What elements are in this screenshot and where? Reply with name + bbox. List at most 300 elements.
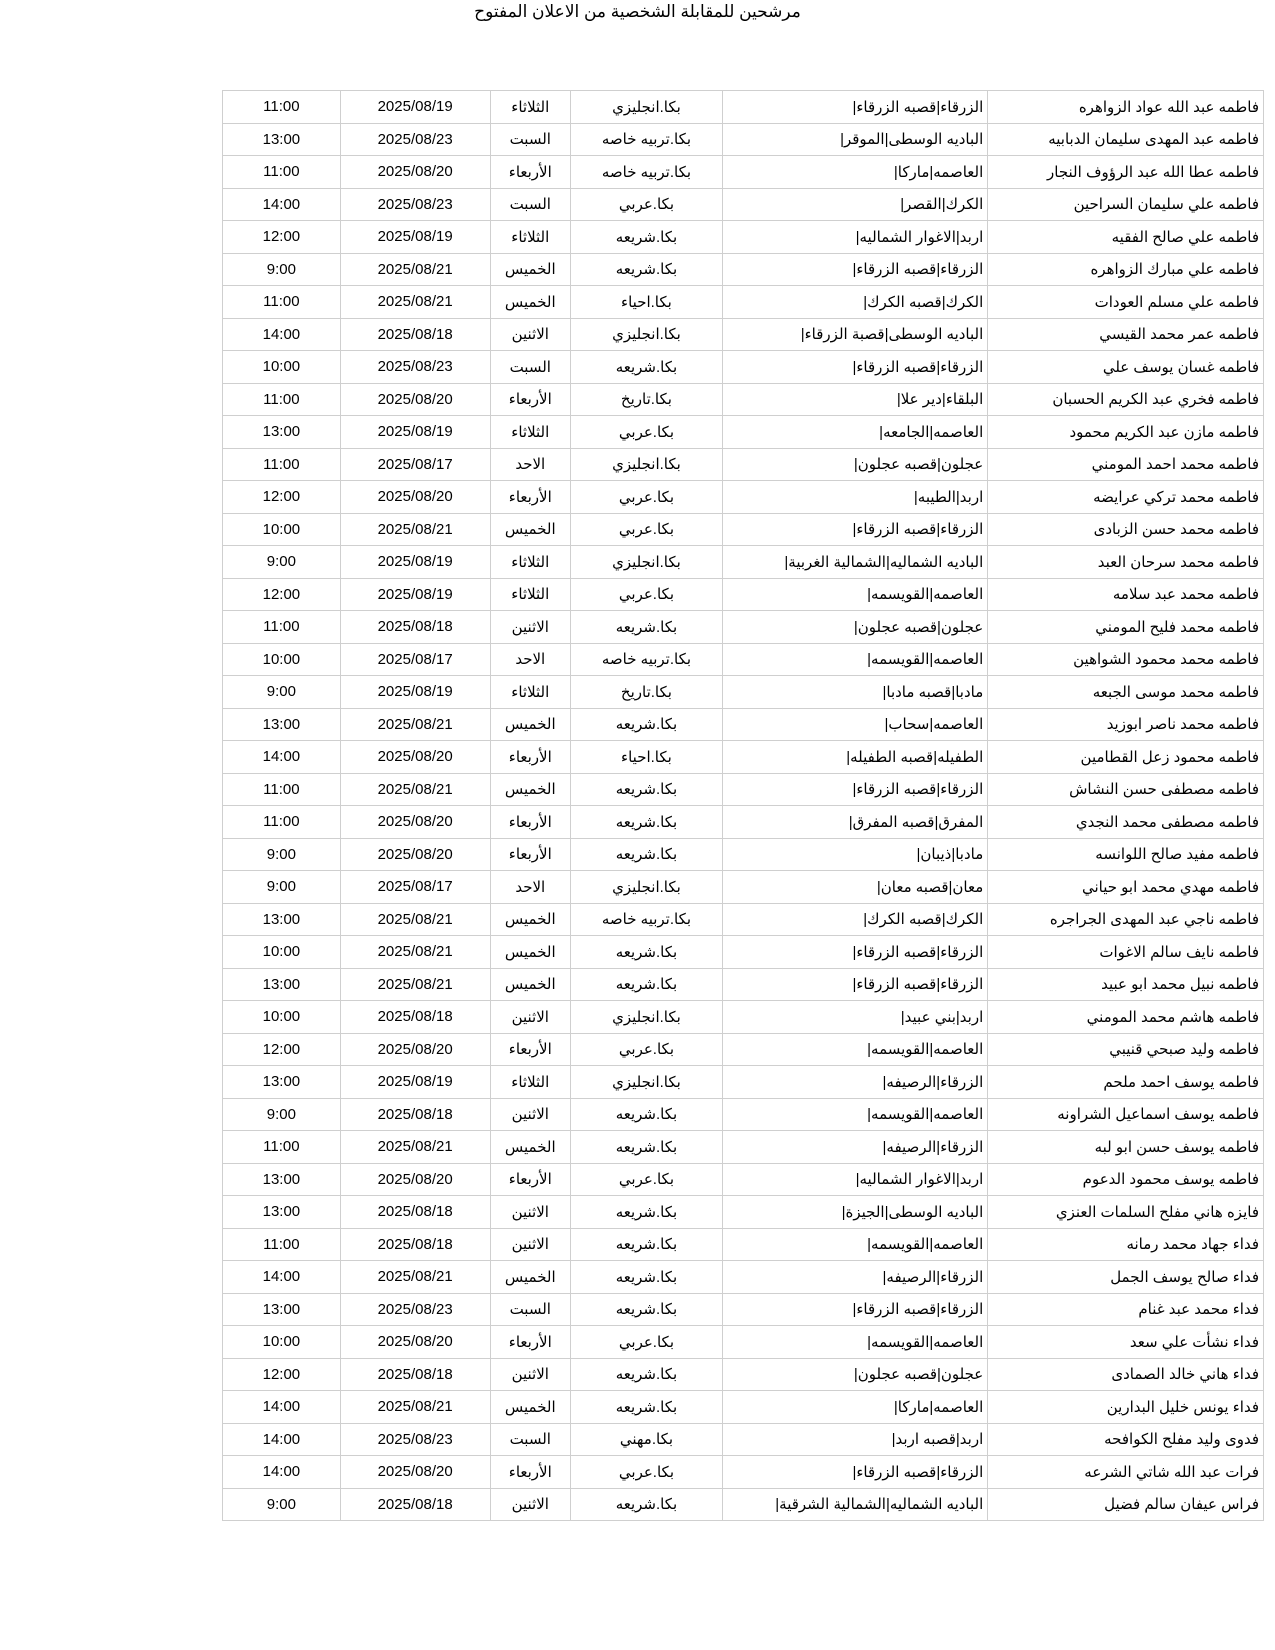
candidate-specialty: بكا.انجليزي bbox=[571, 871, 723, 904]
interview-time: 11:00 bbox=[223, 611, 341, 644]
table-row bbox=[223, 578, 1264, 611]
candidate-specialty: بكا.انجليزي bbox=[571, 546, 723, 579]
candidate-location: الزرقاء|الرصيفه| bbox=[722, 1066, 987, 1099]
interview-time: 10:00 bbox=[223, 513, 341, 546]
interview-date: 2025/08/17 bbox=[340, 448, 490, 481]
interview-day: الاثنين bbox=[490, 1098, 571, 1131]
interview-day: الأربعاء bbox=[490, 383, 571, 416]
table-row bbox=[223, 123, 1264, 156]
interview-time: 9:00 bbox=[223, 1488, 341, 1521]
interview-day: الخميس bbox=[490, 253, 571, 286]
interview-time: 14:00 bbox=[223, 741, 341, 774]
candidate-name: فاطمه هاشم محمد المومني bbox=[988, 1001, 1264, 1034]
candidate-name: فاطمه وليد صبحي قنيبي bbox=[988, 1033, 1264, 1066]
candidate-location: معان|قصبه معان| bbox=[722, 871, 987, 904]
candidate-name: فاطمه علي سليمان السراحين bbox=[988, 188, 1264, 221]
interview-date: 2025/08/21 bbox=[340, 903, 490, 936]
candidate-name: فاطمه يوسف احمد ملحم bbox=[988, 1066, 1264, 1099]
interview-date: 2025/08/23 bbox=[340, 1423, 490, 1456]
interview-date: 2025/08/19 bbox=[340, 1066, 490, 1099]
candidate-location: العاصمه|القويسمه| bbox=[722, 1098, 987, 1131]
table-row bbox=[223, 1066, 1264, 1099]
table-row bbox=[223, 1001, 1264, 1034]
candidate-location: الزرقاء|قصبه الزرقاء| bbox=[722, 1456, 987, 1489]
interview-date: 2025/08/23 bbox=[340, 123, 490, 156]
candidate-specialty: بكا.شريعه bbox=[571, 1098, 723, 1131]
table-row bbox=[223, 221, 1264, 254]
interview-date: 2025/08/21 bbox=[340, 773, 490, 806]
candidate-location: الزرقاء|قصبه الزرقاء| bbox=[722, 968, 987, 1001]
candidate-name: فاطمه عبد الله عواد الزواهره bbox=[988, 91, 1264, 124]
interview-date: 2025/08/19 bbox=[340, 578, 490, 611]
interview-date: 2025/08/17 bbox=[340, 871, 490, 904]
table-row bbox=[223, 611, 1264, 644]
candidate-location: الزرقاء|قصبه الزرقاء| bbox=[722, 253, 987, 286]
interview-date: 2025/08/19 bbox=[340, 416, 490, 449]
candidate-location: الزرقاء|قصبه الزرقاء| bbox=[722, 1293, 987, 1326]
interview-day: الخميس bbox=[490, 286, 571, 319]
table-row bbox=[223, 1391, 1264, 1424]
interview-date: 2025/08/18 bbox=[340, 1488, 490, 1521]
interview-day: الاثنين bbox=[490, 1001, 571, 1034]
candidate-name: فراس عيفان سالم فضيل bbox=[988, 1488, 1264, 1521]
interview-date: 2025/08/18 bbox=[340, 1196, 490, 1229]
candidate-name: فداء جهاد محمد رمانه bbox=[988, 1228, 1264, 1261]
table-row bbox=[223, 1196, 1264, 1229]
candidate-location: العاصمه|القويسمه| bbox=[722, 643, 987, 676]
candidate-location: مادبا|ذيبان| bbox=[722, 838, 987, 871]
candidate-location: الباديه الشماليه|الشمالية الشرقية| bbox=[722, 1488, 987, 1521]
candidate-specialty: بكا.تربيه خاصه bbox=[571, 643, 723, 676]
candidate-specialty: بكا.عربي bbox=[571, 513, 723, 546]
candidate-specialty: بكا.عربي bbox=[571, 481, 723, 514]
interview-date: 2025/08/19 bbox=[340, 546, 490, 579]
interview-time: 9:00 bbox=[223, 1098, 341, 1131]
candidate-location: اربد|قصبه اربد| bbox=[722, 1423, 987, 1456]
candidate-specialty: بكا.انجليزي bbox=[571, 1066, 723, 1099]
candidate-name: فاطمه محمد محمود الشواهين bbox=[988, 643, 1264, 676]
candidate-location: العاصمه|ماركا| bbox=[722, 1391, 987, 1424]
candidate-location: عجلون|قصبه عجلون| bbox=[722, 448, 987, 481]
candidate-location: العاصمه|الجامعه| bbox=[722, 416, 987, 449]
interview-day: الأربعاء bbox=[490, 1163, 571, 1196]
candidate-location: الباديه الوسطى|قصبة الزرقاء| bbox=[722, 318, 987, 351]
table-row bbox=[223, 91, 1264, 124]
table-row bbox=[223, 1228, 1264, 1261]
candidate-location: اربد|بني عبيد| bbox=[722, 1001, 987, 1034]
interview-day: السبت bbox=[490, 123, 571, 156]
table-row bbox=[223, 448, 1264, 481]
table-row bbox=[223, 383, 1264, 416]
interview-time: 12:00 bbox=[223, 578, 341, 611]
candidate-location: الزرقاء|قصبه الزرقاء| bbox=[722, 773, 987, 806]
interview-time: 11:00 bbox=[223, 286, 341, 319]
table-row bbox=[223, 1131, 1264, 1164]
candidate-specialty: بكا.شريعه bbox=[571, 221, 723, 254]
candidate-name: فاطمه محمد تركي عرايضه bbox=[988, 481, 1264, 514]
candidate-specialty: بكا.شريعه bbox=[571, 806, 723, 839]
interview-time: 13:00 bbox=[223, 1163, 341, 1196]
candidate-specialty: بكا.تربيه خاصه bbox=[571, 123, 723, 156]
candidate-name: فداء محمد عبد غنام bbox=[988, 1293, 1264, 1326]
candidate-name: فاطمه مصطفى حسن النشاش bbox=[988, 773, 1264, 806]
interview-day: السبت bbox=[490, 1293, 571, 1326]
candidate-specialty: بكا.شريعه bbox=[571, 253, 723, 286]
interview-date: 2025/08/20 bbox=[340, 481, 490, 514]
interview-day: الخميس bbox=[490, 903, 571, 936]
interview-time: 11:00 bbox=[223, 1228, 341, 1261]
candidate-specialty: بكا.شريعه bbox=[571, 1293, 723, 1326]
interview-date: 2025/08/17 bbox=[340, 643, 490, 676]
candidate-specialty: بكا.انجليزي bbox=[571, 448, 723, 481]
candidate-specialty: بكا.شريعه bbox=[571, 1358, 723, 1391]
interview-date: 2025/08/21 bbox=[340, 1131, 490, 1164]
interview-date: 2025/08/20 bbox=[340, 1163, 490, 1196]
candidate-location: البلقاء|دير علا| bbox=[722, 383, 987, 416]
candidate-location: الكرك|قصبه الكرك| bbox=[722, 903, 987, 936]
candidate-specialty: بكا.انجليزي bbox=[571, 91, 723, 124]
interview-day: الخميس bbox=[490, 1261, 571, 1294]
interview-date: 2025/08/20 bbox=[340, 1456, 490, 1489]
table-row bbox=[223, 1033, 1264, 1066]
candidate-specialty: بكا.شريعه bbox=[571, 1261, 723, 1294]
interview-time: 14:00 bbox=[223, 188, 341, 221]
interview-time: 13:00 bbox=[223, 708, 341, 741]
interview-date: 2025/08/21 bbox=[340, 968, 490, 1001]
interview-day: الأربعاء bbox=[490, 156, 571, 189]
interview-day: الأربعاء bbox=[490, 481, 571, 514]
candidate-location: العاصمه|سحاب| bbox=[722, 708, 987, 741]
candidate-specialty: بكا.شريعه bbox=[571, 1228, 723, 1261]
interview-day: الثلاثاء bbox=[490, 91, 571, 124]
interview-date: 2025/08/20 bbox=[340, 383, 490, 416]
candidate-specialty: بكا.احياء bbox=[571, 286, 723, 319]
candidate-location: المفرق|قصبه المفرق| bbox=[722, 806, 987, 839]
interview-time: 13:00 bbox=[223, 903, 341, 936]
candidate-name: فاطمه علي مسلم العودات bbox=[988, 286, 1264, 319]
interview-date: 2025/08/20 bbox=[340, 156, 490, 189]
candidate-specialty: بكا.شريعه bbox=[571, 351, 723, 384]
interview-date: 2025/08/23 bbox=[340, 351, 490, 384]
interview-time: 13:00 bbox=[223, 123, 341, 156]
candidate-specialty: بكا.تاريخ bbox=[571, 383, 723, 416]
candidate-name: فاطمه محمد موسى الجبعه bbox=[988, 676, 1264, 709]
candidate-specialty: بكا.شريعه bbox=[571, 1488, 723, 1521]
table-row bbox=[223, 481, 1264, 514]
interview-time: 9:00 bbox=[223, 676, 341, 709]
interview-date: 2025/08/21 bbox=[340, 253, 490, 286]
candidate-specialty: بكا.شريعه bbox=[571, 968, 723, 1001]
interview-date: 2025/08/18 bbox=[340, 611, 490, 644]
table-row bbox=[223, 1423, 1264, 1456]
candidate-name: فاطمه علي مبارك الزواهره bbox=[988, 253, 1264, 286]
interview-time: 13:00 bbox=[223, 1293, 341, 1326]
interview-date: 2025/08/19 bbox=[340, 221, 490, 254]
candidate-specialty: بكا.شريعه bbox=[571, 773, 723, 806]
interview-date: 2025/08/21 bbox=[340, 513, 490, 546]
candidate-name: فداء صالح يوسف الجمل bbox=[988, 1261, 1264, 1294]
candidate-specialty: بكا.عربي bbox=[571, 188, 723, 221]
candidate-name: فاطمه مازن عبد الكريم محمود bbox=[988, 416, 1264, 449]
interview-date: 2025/08/18 bbox=[340, 318, 490, 351]
interview-time: 13:00 bbox=[223, 968, 341, 1001]
candidate-specialty: بكا.شريعه bbox=[571, 936, 723, 969]
interview-date: 2025/08/20 bbox=[340, 741, 490, 774]
candidate-location: الزرقاء|قصبه الزرقاء| bbox=[722, 936, 987, 969]
candidate-name: فاطمه عطا الله عبد الرؤوف النجار bbox=[988, 156, 1264, 189]
candidate-specialty: بكا.عربي bbox=[571, 1163, 723, 1196]
candidate-name: فدوى وليد مفلح الكوافحه bbox=[988, 1423, 1264, 1456]
interview-time: 14:00 bbox=[223, 1423, 341, 1456]
interview-time: 9:00 bbox=[223, 838, 341, 871]
candidate-specialty: بكا.عربي bbox=[571, 1456, 723, 1489]
interview-time: 13:00 bbox=[223, 1066, 341, 1099]
candidate-location: الزرقاء|الرصيفه| bbox=[722, 1131, 987, 1164]
interview-day: الخميس bbox=[490, 513, 571, 546]
candidate-specialty: بكا.تربيه خاصه bbox=[571, 903, 723, 936]
candidate-name: فداء هاني خالد الصمادى bbox=[988, 1358, 1264, 1391]
candidate-location: الطفيله|قصبه الطفيله| bbox=[722, 741, 987, 774]
candidate-location: العاصمه|القويسمه| bbox=[722, 578, 987, 611]
interview-day: الاثنين bbox=[490, 1488, 571, 1521]
interview-date: 2025/08/21 bbox=[340, 1261, 490, 1294]
candidates-table bbox=[222, 90, 1264, 1521]
table-row bbox=[223, 1261, 1264, 1294]
candidate-location: العاصمه|القويسمه| bbox=[722, 1326, 987, 1359]
interview-time: 14:00 bbox=[223, 1456, 341, 1489]
interview-time: 9:00 bbox=[223, 871, 341, 904]
candidate-location: اربد|الطيبه| bbox=[722, 481, 987, 514]
table-row bbox=[223, 513, 1264, 546]
candidate-specialty: بكا.عربي bbox=[571, 578, 723, 611]
interview-day: الخميس bbox=[490, 708, 571, 741]
interview-time: 11:00 bbox=[223, 773, 341, 806]
table-row bbox=[223, 1358, 1264, 1391]
interview-day: الثلاثاء bbox=[490, 221, 571, 254]
interview-time: 11:00 bbox=[223, 91, 341, 124]
table-row bbox=[223, 773, 1264, 806]
candidate-name: فاطمه ناجي عبد المهدى الجراجره bbox=[988, 903, 1264, 936]
candidate-name: فداء نشأت علي سعد bbox=[988, 1326, 1264, 1359]
candidate-name: فرات عبد الله شاتي الشرعه bbox=[988, 1456, 1264, 1489]
table-row bbox=[223, 643, 1264, 676]
candidate-specialty: بكا.عربي bbox=[571, 1326, 723, 1359]
interview-date: 2025/08/23 bbox=[340, 1293, 490, 1326]
interview-time: 10:00 bbox=[223, 1001, 341, 1034]
candidate-name: فاطمه نبيل محمد ابو عبيد bbox=[988, 968, 1264, 1001]
candidate-name: فاطمه يوسف حسن ابو لبه bbox=[988, 1131, 1264, 1164]
candidate-name: فاطمه محمد عبد سلامه bbox=[988, 578, 1264, 611]
candidate-name: فاطمه يوسف اسماعيل الشراونه bbox=[988, 1098, 1264, 1131]
interview-time: 11:00 bbox=[223, 806, 341, 839]
interview-time: 11:00 bbox=[223, 383, 341, 416]
candidate-name: فاطمه مهدي محمد ابو حياني bbox=[988, 871, 1264, 904]
interview-day: الثلاثاء bbox=[490, 578, 571, 611]
candidate-specialty: بكا.شريعه bbox=[571, 708, 723, 741]
interview-day: الاثنين bbox=[490, 1228, 571, 1261]
interview-time: 12:00 bbox=[223, 1358, 341, 1391]
interview-day: الاثنين bbox=[490, 1196, 571, 1229]
interview-date: 2025/08/18 bbox=[340, 1098, 490, 1131]
interview-time: 11:00 bbox=[223, 448, 341, 481]
interview-day: الاثنين bbox=[490, 1358, 571, 1391]
interview-time: 10:00 bbox=[223, 351, 341, 384]
interview-day: الثلاثاء bbox=[490, 546, 571, 579]
candidate-location: العاصمه|القويسمه| bbox=[722, 1033, 987, 1066]
interview-day: الأربعاء bbox=[490, 1456, 571, 1489]
interview-day: الخميس bbox=[490, 936, 571, 969]
candidate-location: اربد|الاغوار الشماليه| bbox=[722, 221, 987, 254]
candidate-specialty: بكا.شريعه bbox=[571, 611, 723, 644]
candidate-location: الزرقاء|قصبه الزرقاء| bbox=[722, 351, 987, 384]
table-row bbox=[223, 741, 1264, 774]
interview-time: 11:00 bbox=[223, 156, 341, 189]
interview-day: الخميس bbox=[490, 968, 571, 1001]
interview-date: 2025/08/21 bbox=[340, 708, 490, 741]
table-row bbox=[223, 676, 1264, 709]
table-row bbox=[223, 838, 1264, 871]
candidate-location: الباديه الشماليه|الشمالية الغربية| bbox=[722, 546, 987, 579]
interview-day: الاحد bbox=[490, 643, 571, 676]
candidate-specialty: بكا.شريعه bbox=[571, 1131, 723, 1164]
interview-time: 13:00 bbox=[223, 1196, 341, 1229]
table-row bbox=[223, 1293, 1264, 1326]
candidate-location: اربد|الاغوار الشماليه| bbox=[722, 1163, 987, 1196]
interview-day: الثلاثاء bbox=[490, 416, 571, 449]
interview-day: الأربعاء bbox=[490, 1326, 571, 1359]
candidate-name: فاطمه مفيد صالح اللوانسه bbox=[988, 838, 1264, 871]
candidate-specialty: بكا.شريعه bbox=[571, 1391, 723, 1424]
candidate-name: فداء يونس خليل البدارين bbox=[988, 1391, 1264, 1424]
interview-day: الأربعاء bbox=[490, 741, 571, 774]
interview-day: الخميس bbox=[490, 1391, 571, 1424]
table-row bbox=[223, 318, 1264, 351]
interview-time: 9:00 bbox=[223, 253, 341, 286]
interview-date: 2025/08/18 bbox=[340, 1228, 490, 1261]
interview-day: السبت bbox=[490, 1423, 571, 1456]
table-row bbox=[223, 1326, 1264, 1359]
table-row bbox=[223, 1163, 1264, 1196]
page-title: مرشحين للمقابلة الشخصية من الاعلان المفتوح bbox=[474, 2, 801, 21]
interview-time: 11:00 bbox=[223, 1131, 341, 1164]
interview-time: 10:00 bbox=[223, 936, 341, 969]
candidate-location: عجلون|قصبه عجلون| bbox=[722, 1358, 987, 1391]
interview-day: الاثنين bbox=[490, 611, 571, 644]
table-row bbox=[223, 253, 1264, 286]
candidate-location: الكرك|قصبه الكرك| bbox=[722, 286, 987, 319]
candidates-table-body bbox=[223, 91, 1264, 1521]
interview-date: 2025/08/20 bbox=[340, 1033, 490, 1066]
table-row bbox=[223, 708, 1264, 741]
candidate-name: فاطمه غسان يوسف علي bbox=[988, 351, 1264, 384]
candidate-specialty: بكا.عربي bbox=[571, 416, 723, 449]
table-row bbox=[223, 416, 1264, 449]
candidate-specialty: بكا.عربي bbox=[571, 1033, 723, 1066]
candidate-name: فاطمه علي صالح الفقيه bbox=[988, 221, 1264, 254]
interview-time: 12:00 bbox=[223, 221, 341, 254]
candidate-specialty: بكا.مهني bbox=[571, 1423, 723, 1456]
table-row bbox=[223, 903, 1264, 936]
interview-day: الخميس bbox=[490, 773, 571, 806]
interview-day: الأربعاء bbox=[490, 1033, 571, 1066]
candidate-specialty: بكا.احياء bbox=[571, 741, 723, 774]
interview-date: 2025/08/18 bbox=[340, 1001, 490, 1034]
interview-date: 2025/08/19 bbox=[340, 91, 490, 124]
candidate-location: عجلون|قصبه عجلون| bbox=[722, 611, 987, 644]
table-row bbox=[223, 286, 1264, 319]
candidate-name: فاطمه محمد ناصر ابوزيد bbox=[988, 708, 1264, 741]
candidate-name: فاطمه عبد المهدى سليمان الدبابيه bbox=[988, 123, 1264, 156]
candidate-specialty: بكا.تاريخ bbox=[571, 676, 723, 709]
candidate-name: فايزه هاني مفلح السلمات العنزي bbox=[988, 1196, 1264, 1229]
candidate-name: فاطمه محمد سرحان العبد bbox=[988, 546, 1264, 579]
interview-date: 2025/08/21 bbox=[340, 1391, 490, 1424]
interview-date: 2025/08/21 bbox=[340, 286, 490, 319]
interview-date: 2025/08/20 bbox=[340, 806, 490, 839]
table-row bbox=[223, 806, 1264, 839]
table-row bbox=[223, 156, 1264, 189]
candidate-specialty: بكا.انجليزي bbox=[571, 318, 723, 351]
interview-day: السبت bbox=[490, 351, 571, 384]
candidate-name: فاطمه مصطفى محمد النجدي bbox=[988, 806, 1264, 839]
interview-day: السبت bbox=[490, 188, 571, 221]
candidate-specialty: بكا.انجليزي bbox=[571, 1001, 723, 1034]
table-row bbox=[223, 1456, 1264, 1489]
interview-date: 2025/08/20 bbox=[340, 838, 490, 871]
candidate-location: الزرقاء|قصبه الزرقاء| bbox=[722, 91, 987, 124]
interview-time: 13:00 bbox=[223, 416, 341, 449]
interview-date: 2025/08/18 bbox=[340, 1358, 490, 1391]
candidate-name: فاطمه محمود زعل القطامين bbox=[988, 741, 1264, 774]
interview-day: الخميس bbox=[490, 1131, 571, 1164]
candidate-specialty: بكا.تربيه خاصه bbox=[571, 156, 723, 189]
candidate-name: فاطمه فخري عبد الكريم الحسبان bbox=[988, 383, 1264, 416]
interview-day: الاثنين bbox=[490, 318, 571, 351]
interview-time: 10:00 bbox=[223, 1326, 341, 1359]
candidate-name: فاطمه عمر محمد القيسي bbox=[988, 318, 1264, 351]
candidate-location: الباديه الوسطى|الموقر| bbox=[722, 123, 987, 156]
table-row bbox=[223, 936, 1264, 969]
candidate-location: العاصمه|القويسمه| bbox=[722, 1228, 987, 1261]
candidate-name: فاطمه محمد فليح المومني bbox=[988, 611, 1264, 644]
candidate-name: فاطمه محمد حسن الزبادى bbox=[988, 513, 1264, 546]
table-row bbox=[223, 968, 1264, 1001]
interview-time: 14:00 bbox=[223, 318, 341, 351]
interview-time: 9:00 bbox=[223, 546, 341, 579]
candidate-location: الزرقاء|قصبه الزرقاء| bbox=[722, 513, 987, 546]
table-row bbox=[223, 351, 1264, 384]
candidate-specialty: بكا.شريعه bbox=[571, 838, 723, 871]
interview-day: الثلاثاء bbox=[490, 1066, 571, 1099]
interview-day: الأربعاء bbox=[490, 838, 571, 871]
candidate-location: مادبا|قصبه مادبا| bbox=[722, 676, 987, 709]
interview-time: 12:00 bbox=[223, 1033, 341, 1066]
interview-day: الاحد bbox=[490, 871, 571, 904]
interview-date: 2025/08/23 bbox=[340, 188, 490, 221]
table-row bbox=[223, 1098, 1264, 1131]
candidate-name: فاطمه يوسف محمود الدعوم bbox=[988, 1163, 1264, 1196]
candidate-location: الزرقاء|الرصيفه| bbox=[722, 1261, 987, 1294]
interview-day: الاحد bbox=[490, 448, 571, 481]
candidate-specialty: بكا.شريعه bbox=[571, 1196, 723, 1229]
interview-time: 12:00 bbox=[223, 481, 341, 514]
interview-date: 2025/08/20 bbox=[340, 1326, 490, 1359]
table-row bbox=[223, 1488, 1264, 1521]
candidate-location: العاصمه|ماركا| bbox=[722, 156, 987, 189]
interview-date: 2025/08/19 bbox=[340, 676, 490, 709]
interview-time: 14:00 bbox=[223, 1391, 341, 1424]
candidate-location: الكرك|القصر| bbox=[722, 188, 987, 221]
